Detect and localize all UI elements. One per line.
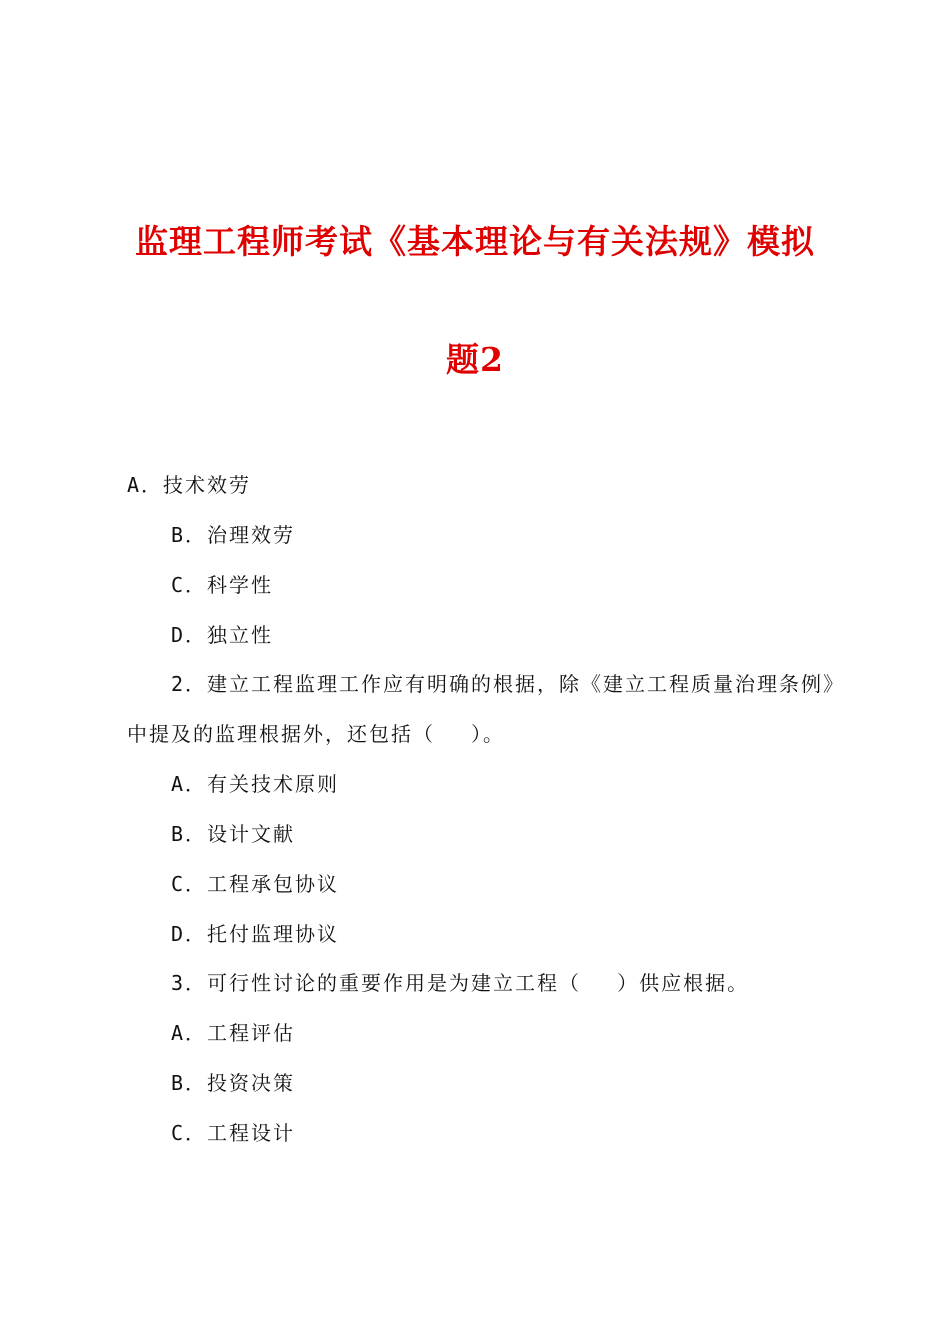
question-3-option-a: A．工程评估: [171, 1021, 296, 1045]
question-2-option-b: B．设计文献: [171, 822, 296, 846]
option-a-tech-service: A．技术效劳: [127, 473, 252, 497]
question-3-option-c: C．工程设计: [171, 1121, 296, 1145]
question-3-option-b: B．投资决策: [171, 1071, 296, 1095]
question-2-text: 2．建立工程监理工作应有明确的根据，除《建立工程质量治理条例》中提及的监理根据外，还包括（ ）。: [127, 672, 836, 746]
question-2-option-a: A．有关技术原则: [171, 772, 340, 796]
document-title-line-2: 题2: [446, 340, 504, 379]
option-d-independence: D．独立性: [171, 623, 274, 647]
option-b-management-service: B．治理效劳: [171, 523, 296, 547]
question-2-option-c: C．工程承包协议: [171, 872, 340, 896]
question-2-option-d: D．托付监理协议: [171, 922, 340, 946]
option-c-scientific: C．科学性: [171, 573, 274, 597]
question-3-text: 3．可行性讨论的重要作用是为建立工程（ ）供应根据。: [171, 971, 750, 995]
document-title-line-1: 监理工程师考试《基本理论与有关法规》模拟: [135, 222, 815, 261]
